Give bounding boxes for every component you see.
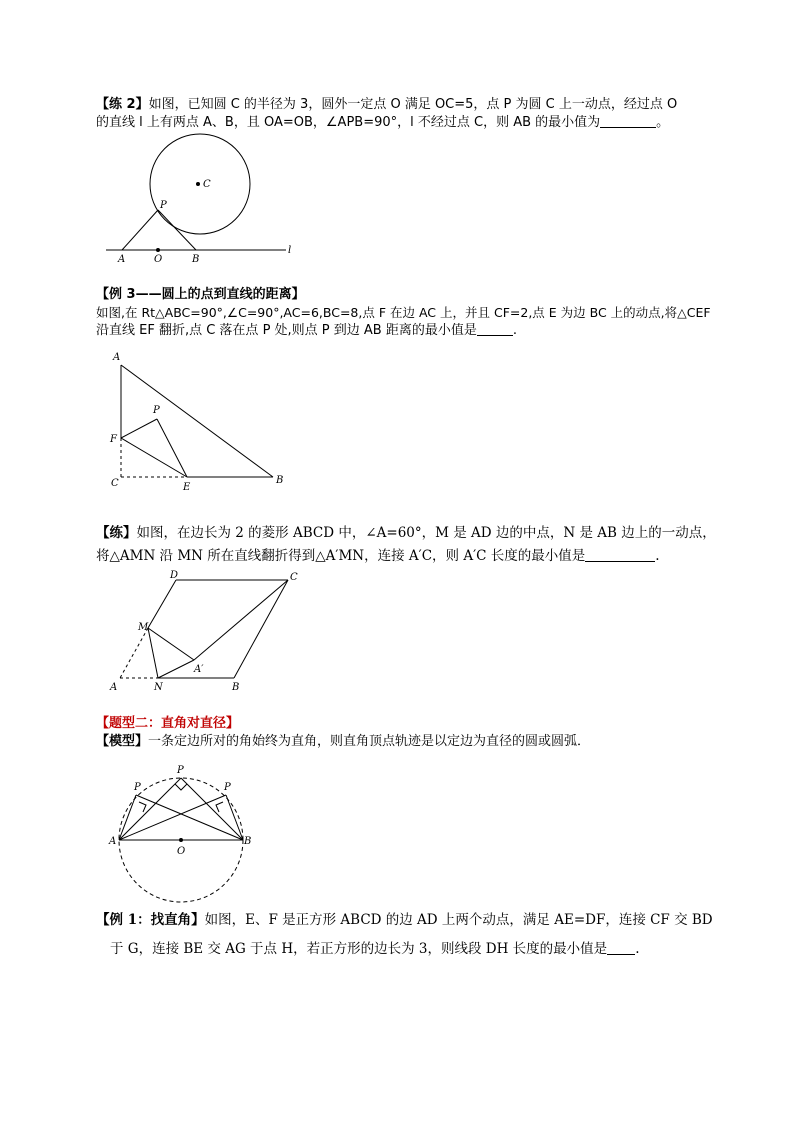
segment-ab [121, 365, 273, 477]
example3-title: 【例 3——圆上的点到直线的距离】 [96, 287, 305, 302]
point-o-dot [156, 248, 160, 252]
practice2-answer-blank[interactable] [600, 114, 656, 128]
type2-model-line [96, 733, 590, 751]
label-c: C [203, 179, 211, 190]
p2-b [181, 778, 243, 840]
right-angle-p3 [216, 802, 223, 812]
example3-text2: 沿直线 EF 翻折,点 C 落在点 P 处,则点 P 到边 AB 距离的最小值是 [96, 323, 477, 338]
right-angle-p2 [175, 784, 187, 790]
type2-title-line [96, 715, 239, 733]
center-c-dot [196, 182, 200, 186]
label-o: O [177, 846, 186, 857]
practice2-end: 。 [656, 115, 670, 130]
label-c: C [290, 572, 298, 583]
practice2-text2: 的直线 l 上有两点 A、B，且 OA=OB，∠APB=90°，l 不经过点 C，则 AB 的最小值为 [96, 115, 601, 130]
segment-fp [121, 419, 157, 438]
example3-end: . [512, 323, 517, 338]
label-d: D [170, 570, 179, 581]
label-a: A [109, 836, 117, 847]
practice-line1 [96, 523, 716, 543]
example1-text1: 如图，E、F 是正方形 ABCD 的边 AD 上两个动点，满足 AE=DF，连接 CF 交 BD [204, 912, 713, 928]
label-o: O [154, 254, 163, 265]
label-p1: P [134, 782, 141, 793]
p1-a [119, 795, 136, 840]
p3-a [119, 795, 226, 840]
label-p3: P [224, 782, 231, 793]
label-b: B [192, 254, 200, 265]
type2-title: 【题型二：直角对直径】 [96, 716, 240, 731]
label-m: M [138, 622, 149, 633]
segment-mn [148, 628, 158, 678]
practice-tag: 【练】 [96, 525, 137, 541]
label-f: F [110, 434, 117, 445]
practice-answer-blank[interactable] [585, 548, 655, 562]
practice2-line1 [96, 96, 677, 114]
example1-answer-blank[interactable] [607, 941, 635, 955]
type2-figure [106, 760, 296, 900]
label-a2: A′ [194, 664, 204, 675]
type2-model-tag: 【模型】 [96, 734, 149, 749]
example3-figure [105, 345, 305, 495]
label-p: P [160, 200, 167, 211]
practice-line2 [96, 546, 660, 566]
example1-end: . [635, 941, 640, 957]
segment-ma-dashed [120, 628, 148, 678]
label-b: B [232, 682, 240, 693]
label-a: A [118, 254, 126, 265]
type2-model-text: 一条定边所对的角始终为直角，则直角顶点轨迹是以定边为直径的圆或圆弧． [148, 734, 591, 749]
segment-pb [158, 210, 196, 250]
example1-text2: 于 G，连接 BE 交 AG 于点 H，若正方形的边长为 3，则线段 DH 长度的最小值是 [110, 941, 608, 957]
center-o-dot [179, 838, 183, 842]
label-a: A [110, 682, 118, 693]
label-b: B [276, 475, 284, 486]
label-b: B [244, 836, 252, 847]
segment-na2 [158, 660, 194, 678]
p2-a [119, 778, 181, 840]
example3-text1: 如图,在 Rt△ABC=90°,∠C=90°,AC=6,BC=8,点 F 在边 AC 上，并且 CF=2,点 E 为边 BC 上的动点,将△CEF [96, 305, 711, 320]
example3-line2 [96, 322, 517, 340]
p1-b [136, 795, 243, 840]
practice-text1: 如图，在边长为 2 的菱形 ABCD 中，∠A=60°，M 是 AD 边的中点，N 是 AB 边上的一动点， [136, 525, 716, 541]
right-angle-p1 [139, 802, 146, 812]
segment-pa [122, 210, 158, 250]
label-e: E [183, 482, 191, 493]
p3-b [226, 795, 243, 840]
example1-line1 [96, 910, 713, 930]
example3-line1 [96, 304, 711, 322]
practice-end: . [655, 548, 660, 564]
practice-text2: 将△AMN 沿 MN 所在直线翻折得到△A′MN，连接 A′C，则 A′C 长度的最小值是 [96, 548, 586, 564]
label-c: C [111, 478, 119, 489]
label-l: l [288, 245, 292, 256]
practice2-figure [100, 132, 300, 267]
segment-a2c [194, 580, 288, 660]
segment-ma2 [148, 628, 194, 660]
label-p: P [153, 405, 160, 416]
example1-tag: 【例 1：找直角】 [96, 912, 205, 928]
label-p2: P [177, 765, 184, 776]
example1-line2 [110, 939, 639, 959]
practice-figure [108, 568, 308, 698]
practice2-text1: 如图，已知圆 C 的半径为 3，圆外一定点 O 满足 OC=5，点 P 为圆 C 上一动点，经过点 O [148, 97, 678, 112]
practice2-line2 [96, 114, 669, 132]
segment-bc [234, 580, 288, 678]
segment-dm [148, 580, 176, 628]
example3-answer-blank[interactable] [477, 322, 513, 336]
label-a: A [113, 352, 121, 363]
label-n: N [154, 682, 163, 693]
practice2-tag: 【练 2】 [96, 97, 149, 112]
example3-title-line [96, 286, 305, 304]
